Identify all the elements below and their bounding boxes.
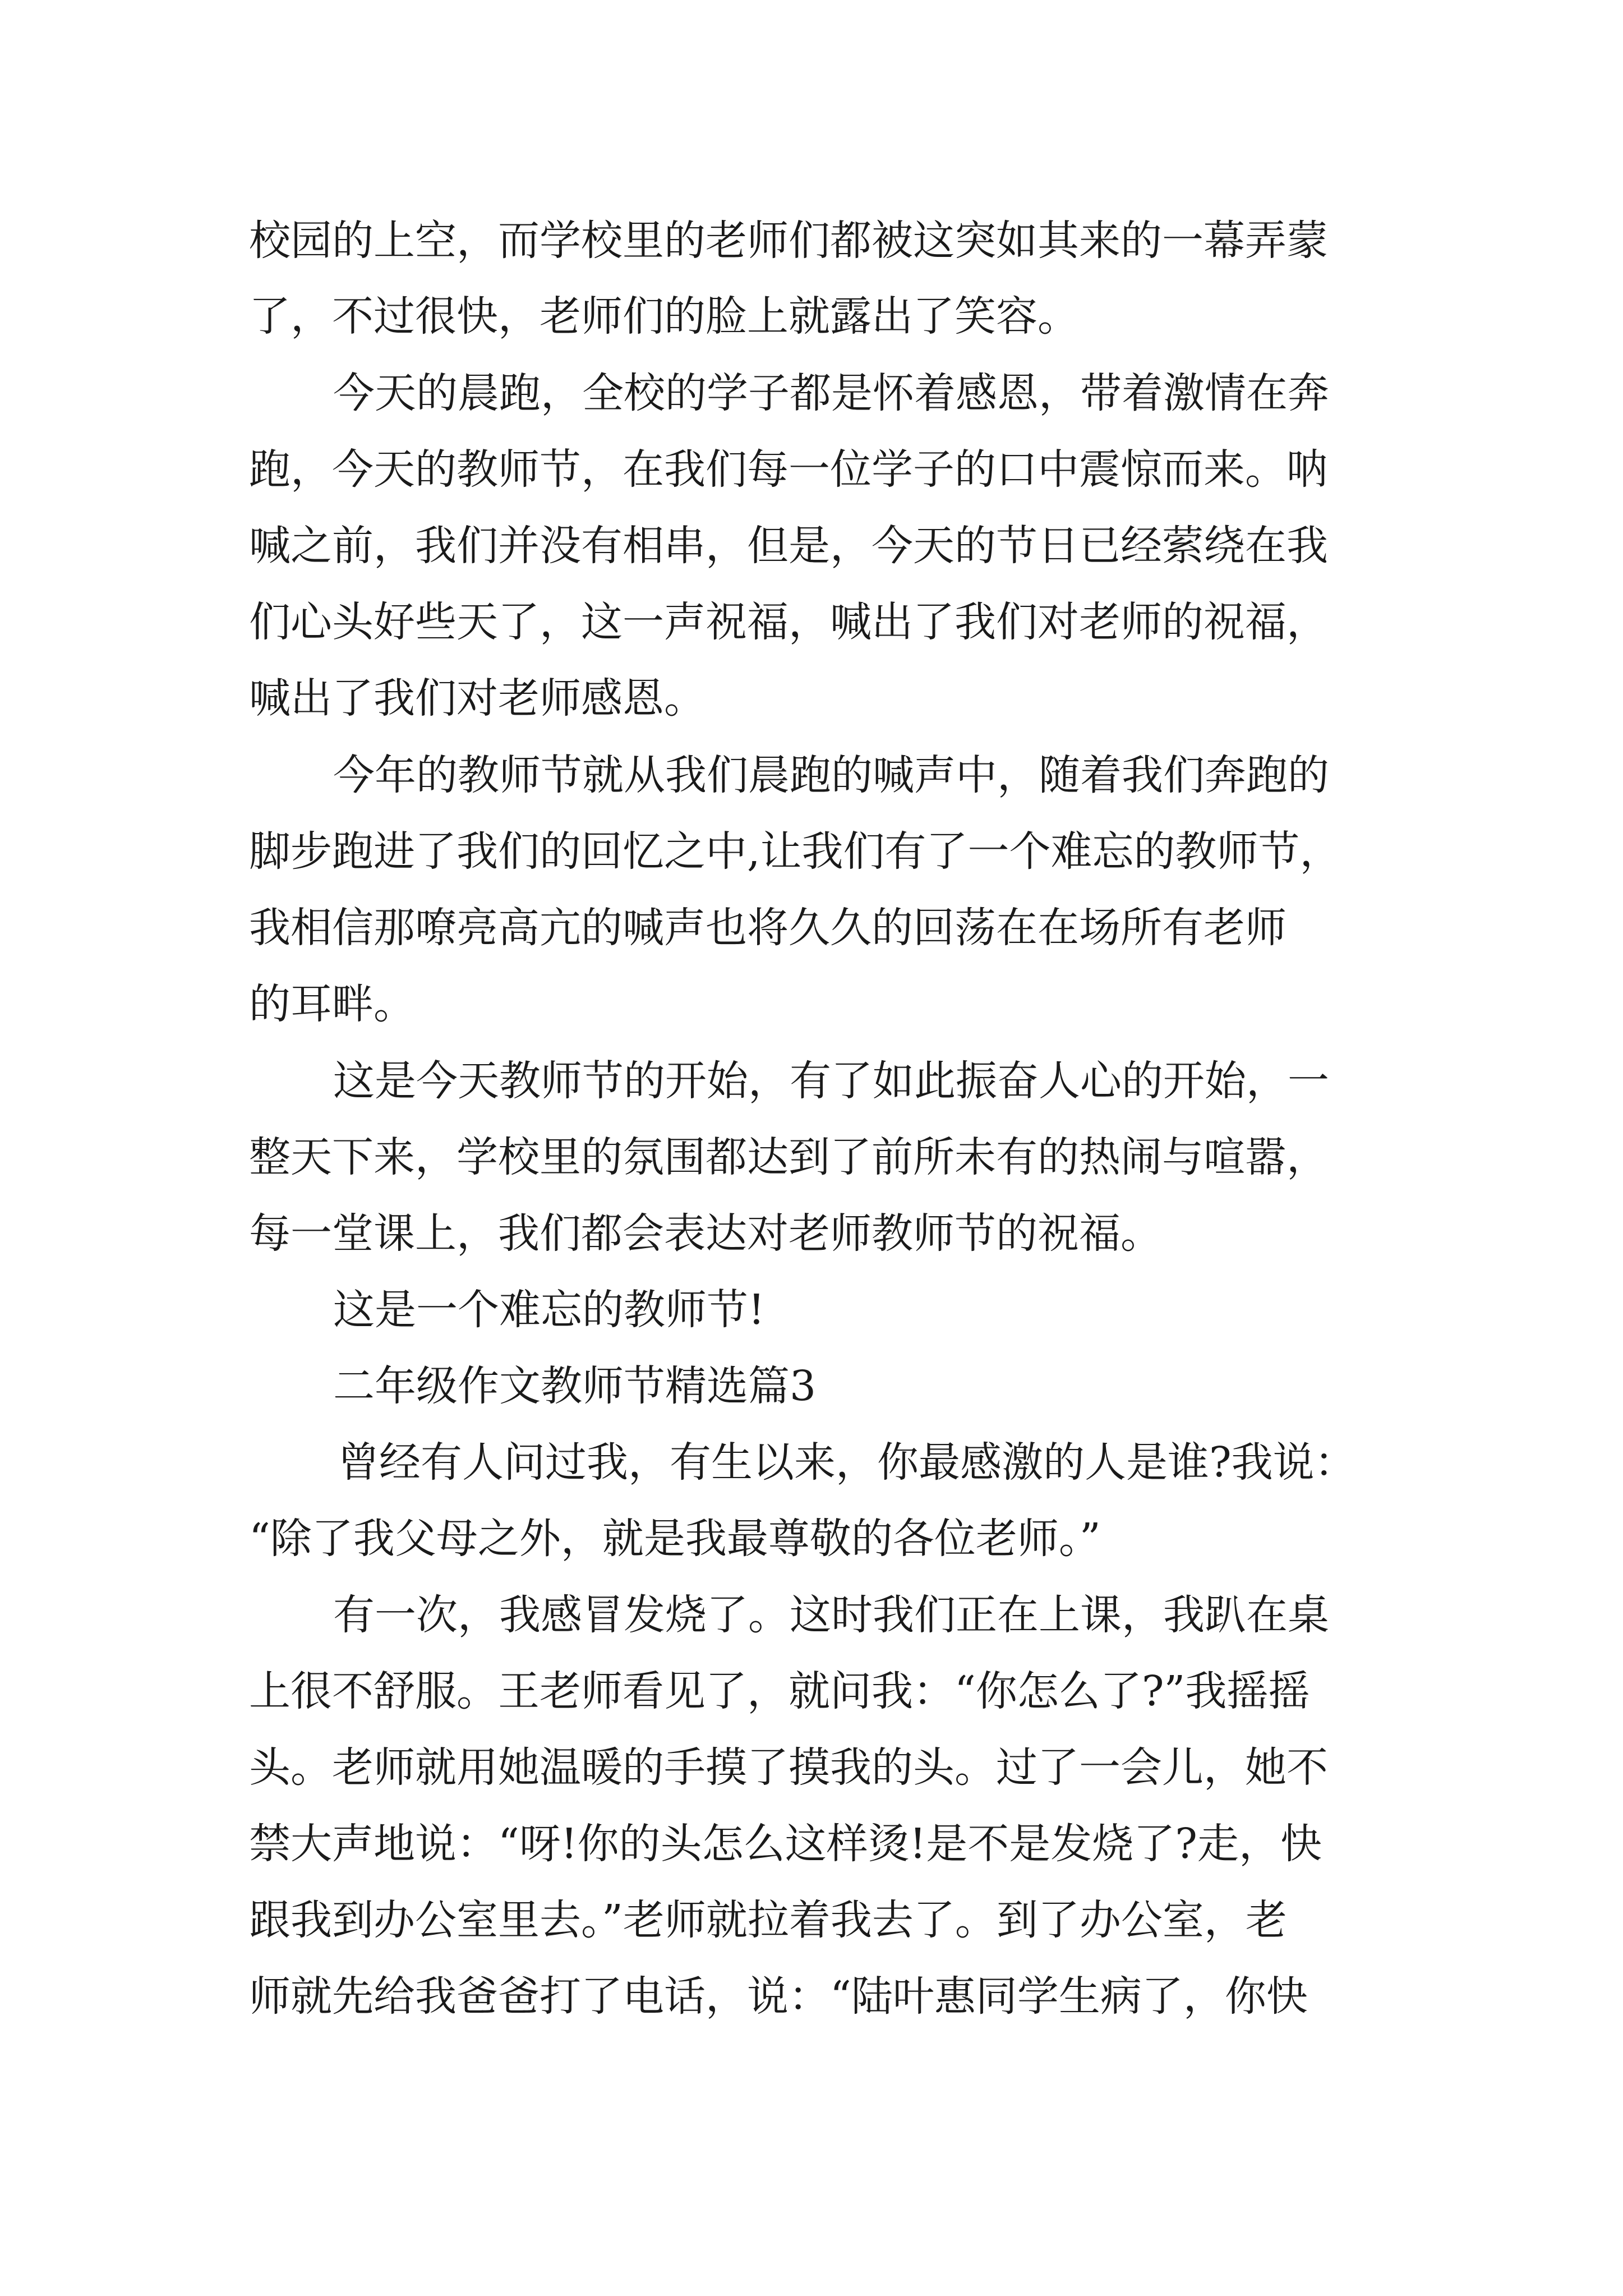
- text-line: 师就先给我爸爸打了电话，说：“陆叶惠同学生病了，你快: [249, 1972, 1308, 2021]
- text-line: 的耳畔。: [249, 980, 415, 1028]
- paragraph-first-line: 今天的晨跑，全校的学子都是怀着感恩，带着激情在奔: [333, 369, 1329, 417]
- paragraph-first-line: 今年的教师节就从我们晨跑的喊声中，随着我们奔跑的: [333, 751, 1329, 799]
- text-line: 禁大声地说：“呀!你的头怎么这样烫!是不是发烧了?走，快: [249, 1820, 1322, 1868]
- section-heading: 二年级作文教师节精选篇3: [333, 1362, 817, 1410]
- paragraph-first-line: 曾经有人问过我，有生以来，你最感激的人是谁?我说：: [338, 1438, 1356, 1487]
- text-line: 每一堂课上，我们都会表达对老师教师节的祝福。: [249, 1209, 1162, 1258]
- text-line: 喊之前，我们并没有相串，但是，今天的节日已经萦绕在我: [249, 522, 1328, 570]
- text-line: 脚步跑进了我们的回忆之中,让我们有了一个难忘的教师节，: [249, 827, 1341, 876]
- text-line: 喊出了我们对老师感恩。: [249, 674, 706, 723]
- text-line: “除了我父母之外，就是我最尊敬的各位老师。”: [249, 1515, 1101, 1563]
- text-line: 头。老师就用她温暖的手摸了摸我的头。过了一会儿，她不: [249, 1743, 1328, 1792]
- text-line: 了，不过很快，老师们的脸上就露出了笑容。: [249, 292, 1079, 341]
- text-line: 跑，今天的教师节，在我们每一位学子的口中震惊而来。呐: [249, 445, 1328, 494]
- paragraph-first-line: 这是今天教师节的开始，有了如此振奋人心的开始，一: [333, 1057, 1329, 1105]
- text-line: 上很不舒服。王老师看见了，就问我：“你怎么了?”我摇摇: [249, 1667, 1310, 1715]
- paragraph-line: 这是一个难忘的教师节!: [333, 1286, 765, 1334]
- text-line: 我相信那嘹亮高亢的喊声也将久久的回荡在在场所有老师: [249, 904, 1287, 952]
- text-line: 跟我到办公室里去。”老师就拉着我去了。到了办公室，老: [249, 1896, 1287, 1944]
- text-line: 校园的上空，而学校里的老师们都被这突如其来的一幕弄蒙: [249, 217, 1328, 265]
- text-line: 们心头好些天了，这一声祝福，喊出了我们对老师的祝福，: [249, 598, 1328, 646]
- text-line: 整天下来，学校里的氛围都达到了前所未有的热闹与喧嚣，: [249, 1133, 1328, 1181]
- paragraph-first-line: 有一次，我感冒发烧了。这时我们正在上课，我趴在桌: [333, 1591, 1329, 1639]
